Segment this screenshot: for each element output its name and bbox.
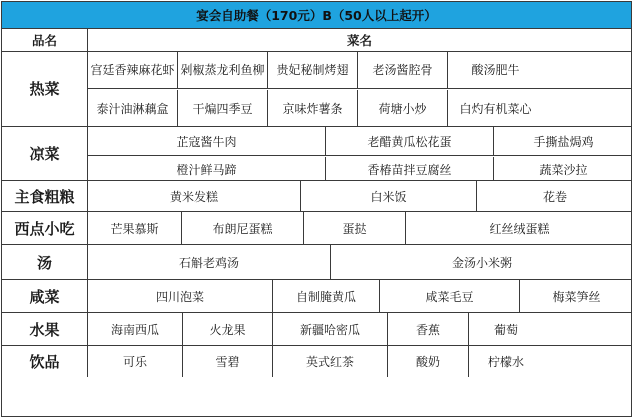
dish-cell: 可乐: [88, 346, 183, 377]
menu-section: [2, 212, 631, 245]
category-label: 咸菜: [2, 280, 88, 312]
dish-row: [88, 157, 631, 181]
dish-cell: 白米饭: [301, 181, 477, 212]
dish-cell: 香椿苗拌豆腐丝: [326, 157, 494, 181]
dish-cell: 花卷: [542, 190, 567, 204]
dish-cell: 白灼有机菜心: [459, 102, 532, 116]
dish-cell: 金汤小米粥: [451, 256, 512, 270]
dish-row: [88, 51, 631, 89]
menu-section: [2, 346, 631, 377]
category-label: 凉菜: [2, 127, 88, 180]
category-column-header: 品名: [2, 28, 88, 51]
dish-cell: 火龙果: [183, 313, 273, 346]
dish-cell: 黄米发糕: [88, 181, 301, 212]
dish-row: [88, 313, 631, 346]
header-row: [2, 28, 631, 52]
dish-row: [88, 181, 631, 212]
dish-cell: 橙汁鲜马蹄: [88, 157, 326, 181]
dish-cell: 布朗尼蛋糕: [182, 212, 304, 245]
category-label: 汤: [2, 245, 88, 279]
dish-row: [88, 346, 631, 377]
dish-cell: 芷寇酱牛肉: [88, 127, 326, 155]
dish-cell: 老醋黄瓜松花蛋: [326, 127, 494, 155]
dish-cell: 贵妃秘制烤翅: [268, 51, 358, 88]
dish-cell: 梅菜笋丝: [552, 290, 601, 304]
dish-cell: 新疆哈密瓜: [273, 313, 388, 346]
dish-cell: 蛋挞: [304, 212, 406, 245]
dish-row: [88, 245, 631, 280]
dish-cell: 荷塘小炒: [358, 90, 448, 127]
dish-cell: 石斛老鸡汤: [88, 245, 331, 280]
menu-section: [2, 181, 631, 212]
dish-cell: 酸奶: [388, 346, 469, 377]
menu-section: [2, 51, 631, 127]
dish-cell: 剁椒蒸龙利鱼柳: [178, 51, 268, 88]
dish-cell: 宫廷香辣麻花虾: [88, 51, 178, 88]
dish-cell: 手撕盐焗鸡: [533, 134, 594, 149]
dish-cell: 蔬菜沙拉: [539, 162, 588, 177]
dish-cell: 芒果慕斯: [88, 212, 182, 245]
menu-section: [2, 245, 631, 280]
dish-cell: 海南西瓜: [88, 313, 183, 346]
category-label: 水果: [2, 313, 88, 345]
dish-cell: 咸菜毛豆: [380, 280, 520, 313]
menu-section: [2, 127, 631, 181]
dish-cell: 酸汤肥牛: [471, 63, 520, 77]
dish-cell: 香蕉: [388, 313, 469, 346]
dish-cell: 雪碧: [183, 346, 273, 377]
menu-body: [2, 51, 631, 416]
dish-cell: 柠檬水: [487, 355, 524, 369]
dish-row: [88, 280, 631, 313]
dish-cell: 英式红茶: [273, 346, 388, 377]
dish-row: [88, 212, 631, 245]
dish-cell: 自制腌黄瓜: [273, 280, 380, 313]
dish-column-header: 菜名: [346, 32, 372, 48]
menu-title: 宴会自助餐（170元）B（50人以上起开）: [196, 8, 437, 23]
category-label: 热菜: [2, 51, 88, 126]
dish-cell: 干煸四季豆: [178, 90, 268, 127]
dish-cell: 红丝绒蛋糕: [489, 222, 550, 236]
category-label: 西点小吃: [2, 212, 88, 244]
category-label: 主食粗粮: [2, 181, 88, 211]
dish-cell: 泰汁油淋藕盒: [88, 90, 178, 127]
menu-title-row: [2, 2, 631, 29]
banquet-buffet-menu-table: [1, 1, 632, 417]
dish-cell: 老汤酱腔骨: [358, 51, 448, 88]
menu-section: [2, 280, 631, 313]
category-label: 饮品: [2, 346, 88, 377]
dish-row: [88, 127, 631, 156]
dish-cell: 四川泡菜: [88, 280, 273, 313]
menu-section: [2, 313, 631, 346]
dish-row: [88, 90, 631, 127]
dish-cell: 葡萄: [493, 323, 518, 337]
dish-cell: 京味炸薯条: [268, 90, 358, 127]
